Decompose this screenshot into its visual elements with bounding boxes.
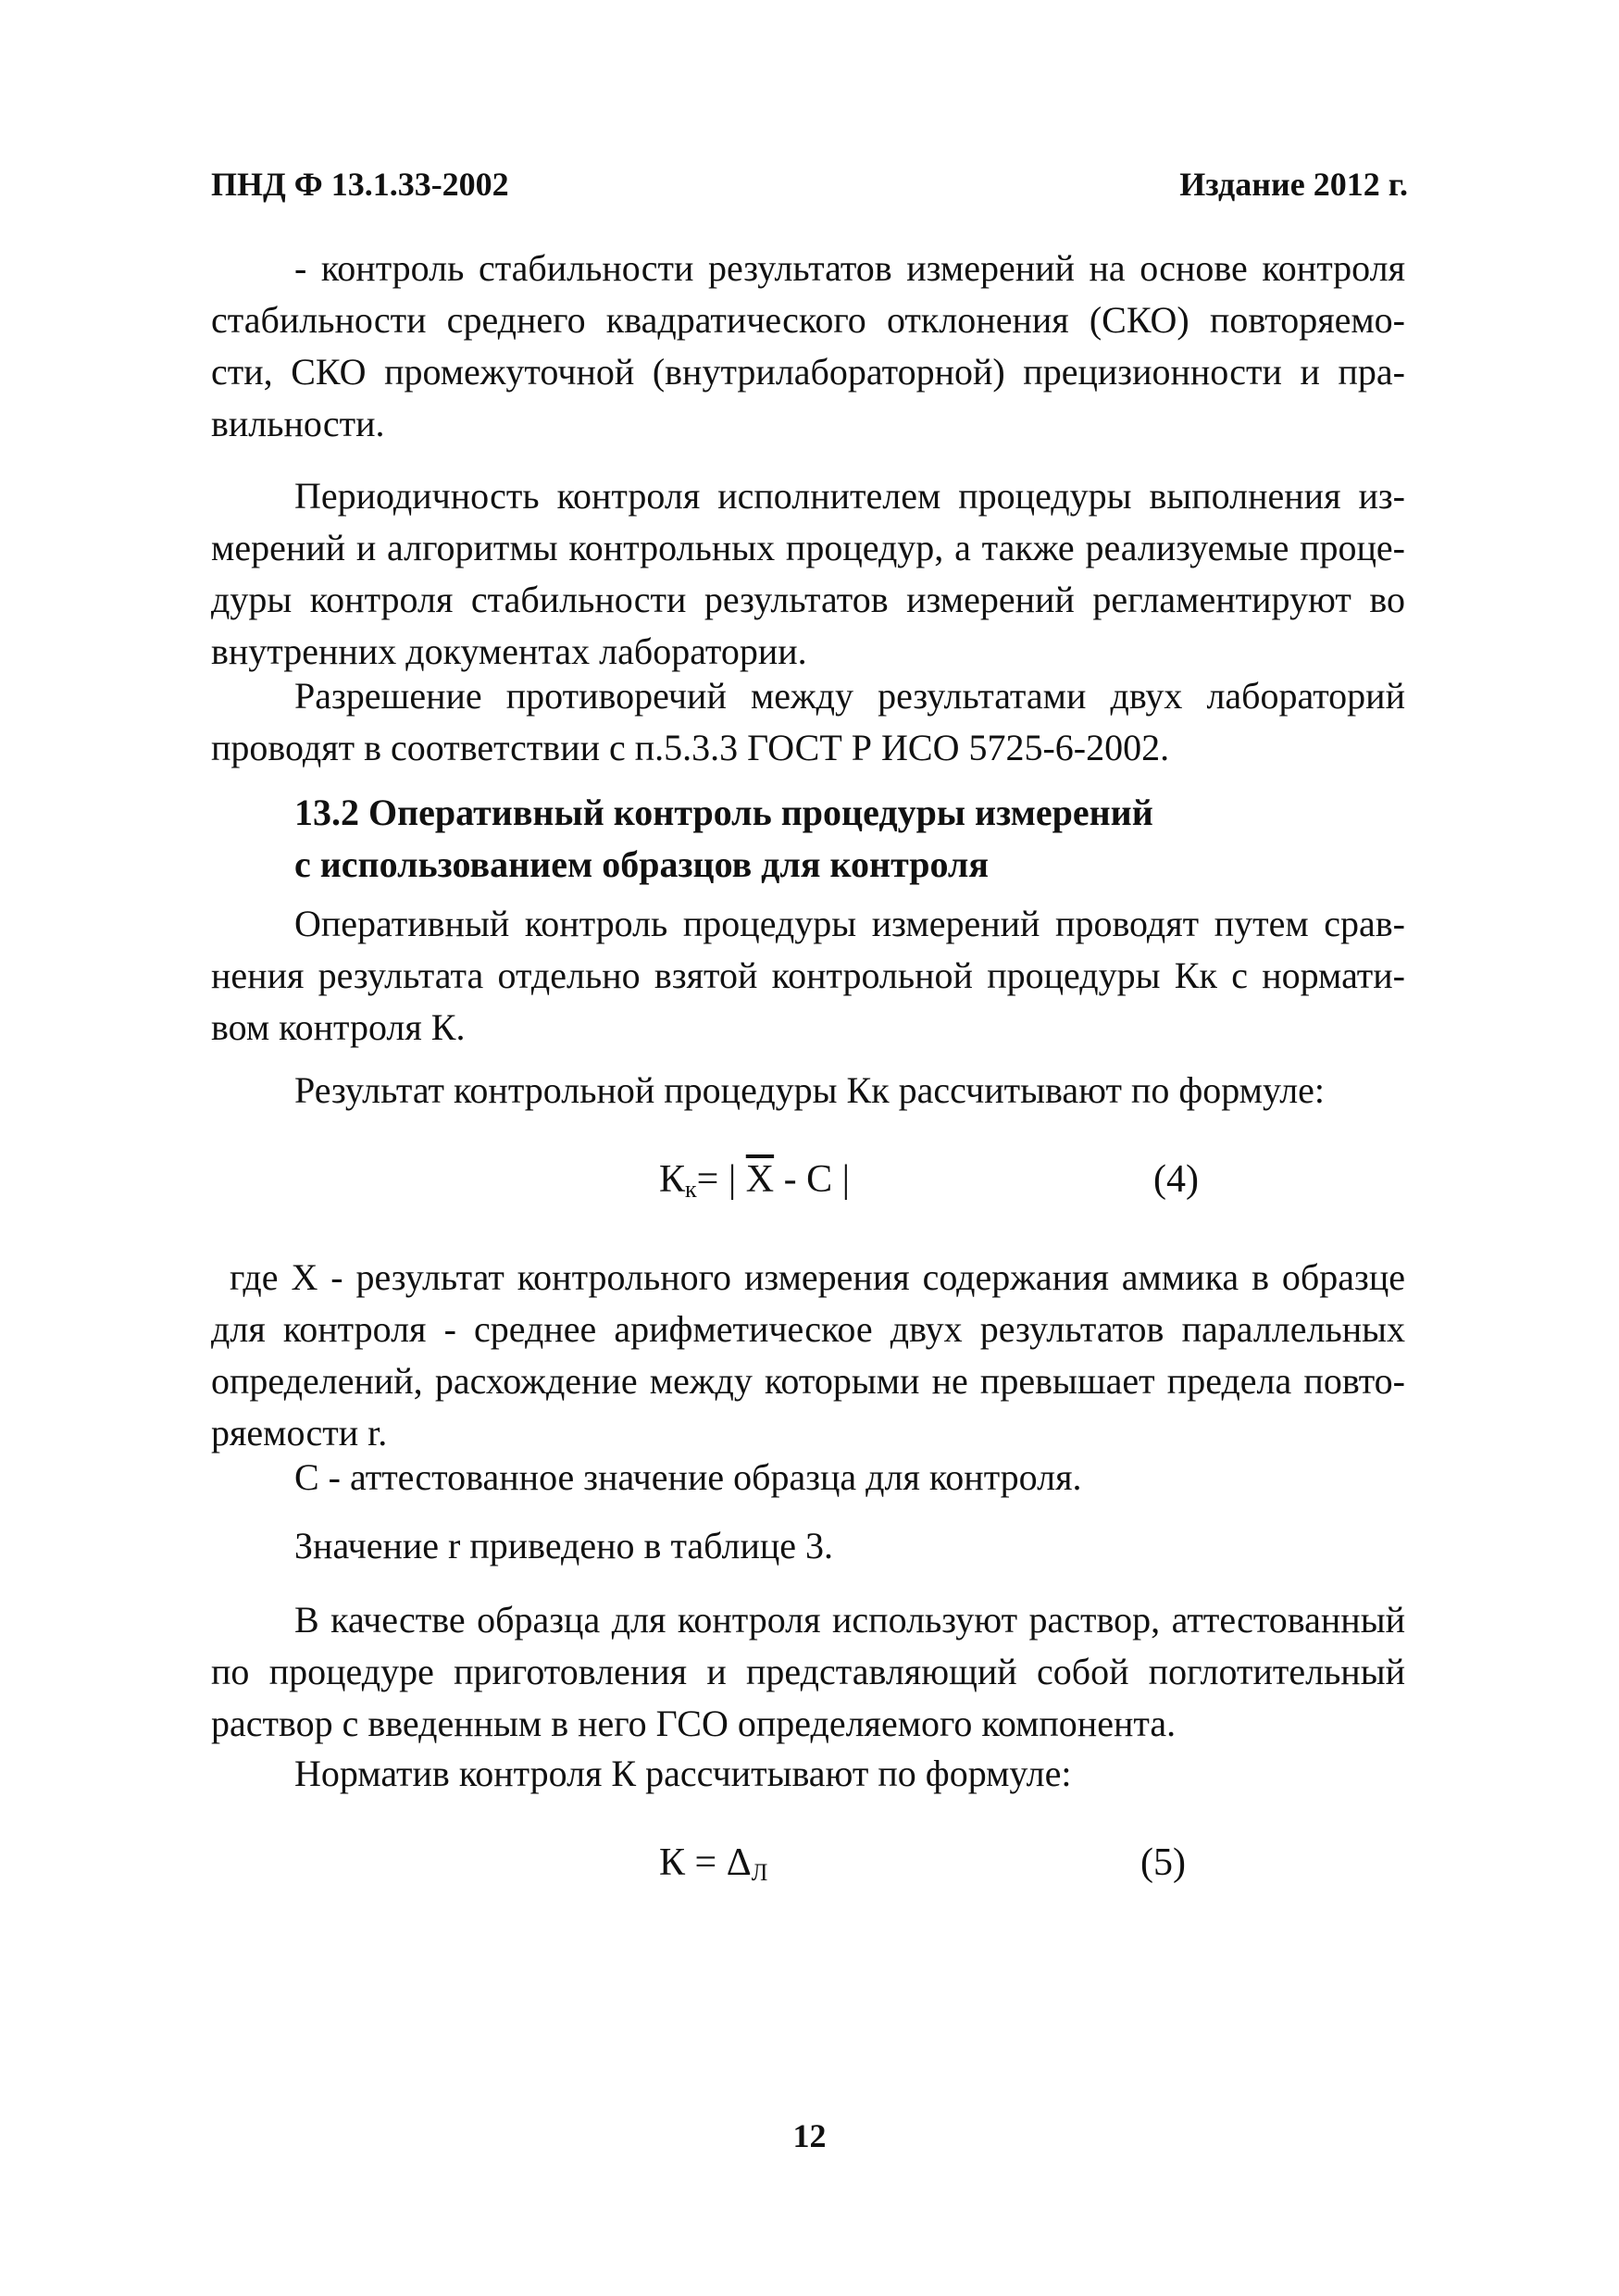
formula-lhs: К (659, 1158, 686, 1201)
paragraph-control-sample (211, 1594, 1405, 1750)
formula-rhs-close: - С | (774, 1158, 851, 1201)
paragraph-c-definition (211, 1452, 1405, 1504)
text-line: Норматив контроля К рассчитывают по формуле: (294, 1753, 1072, 1794)
text-line: нения результата отдельно взятой контрольной процедуры Кк с нормати- (211, 955, 1405, 996)
text-line: стабильности среднего квадратического отклонения (СКО) повторяемо- (211, 299, 1405, 341)
text-line: Периодичность контроля исполнителем процедуры выполнения из- (294, 475, 1405, 517)
equation-number-5: (5) (1140, 1841, 1186, 1884)
text-line: Разрешение противоречий между результатами двух лабораторий (294, 675, 1405, 717)
text-line: внутренних документах лаборатории. (211, 630, 807, 672)
text-line: С - аттестованное значение образца для контроля. (294, 1456, 1082, 1498)
paragraph-formula-intro (211, 1065, 1405, 1117)
text-line: проводят в соответствии с п.5.3.3 ГОСТ Р ИСО 5725-6-2002. (211, 727, 1170, 768)
equation-number-4: (4) (1153, 1158, 1199, 1201)
paragraph-norm-intro (211, 1748, 1405, 1800)
heading-line: 13.2 Оперативный контроль процедуры измерений (294, 792, 1153, 833)
paragraph-stability-control (211, 243, 1405, 450)
text-line: мерений и алгоритмы контрольных процедур, а также реализуемые проце- (211, 527, 1405, 568)
text-line: определений, расхождение между которыми не превышает предела повто- (211, 1360, 1405, 1402)
heading-line: с использованием образцов для контроля (294, 843, 989, 885)
formula-lhs-subscript: Л (751, 1859, 768, 1886)
text-line: где X - результат контрольного измерения содержания аммика в образце (230, 1256, 1405, 1298)
paragraph-operational-control (211, 898, 1405, 1054)
text-line: вильности. (211, 403, 385, 444)
text-line: вом контроля К. (211, 1006, 466, 1048)
document-code: ПНД Ф 13.1.33-2002 (211, 166, 509, 203)
text-line: сти, СКО промежуточной (внутрилабораторной) прецизионности и пра- (211, 351, 1405, 393)
formula-xbar: $\overline{X}$ (745, 1158, 775, 1201)
formula-5 (659, 1841, 767, 1887)
text-line: Значение r приведено в таблице 3. (294, 1525, 834, 1566)
text-line: дуры контроля стабильности результатов измерений регламентируют во (211, 579, 1405, 620)
formula-rhs-open: = | (696, 1158, 746, 1201)
edition-label: Издание 2012 г. (1179, 166, 1408, 203)
text-line: для контроля - среднее арифметическое двух результатов параллельных (211, 1308, 1405, 1350)
text-line: Оперативный контроль процедуры измерений проводят путем срав- (294, 903, 1405, 944)
formula-4 (659, 1157, 850, 1204)
paragraph-contradictions (211, 670, 1405, 774)
text-line: ряемости r. (211, 1412, 388, 1454)
text-line: Результат контрольной процедуры Кк рассчитывают по формуле: (294, 1069, 1326, 1111)
formula-lhs-subscript: к (685, 1176, 697, 1203)
page-number: 12 (792, 2117, 827, 2154)
text-line: - контроль стабильности результатов измерений на основе контроля (294, 247, 1405, 289)
formula-lhs: К = Δ (659, 1841, 752, 1884)
paragraph-r-reference (211, 1520, 1405, 1572)
paragraph-periodicity (211, 470, 1405, 678)
text-line: раствор с введенным в него ГСО определяемого компонента. (211, 1703, 1177, 1744)
text-line: по процедуре приготовления и представляющий собой поглотительный (211, 1651, 1405, 1692)
paragraph-where-xbar (211, 1252, 1405, 1459)
text-line: В качестве образца для контроля используют раствор, аттестованный (294, 1599, 1405, 1641)
section-heading (294, 787, 1153, 891)
